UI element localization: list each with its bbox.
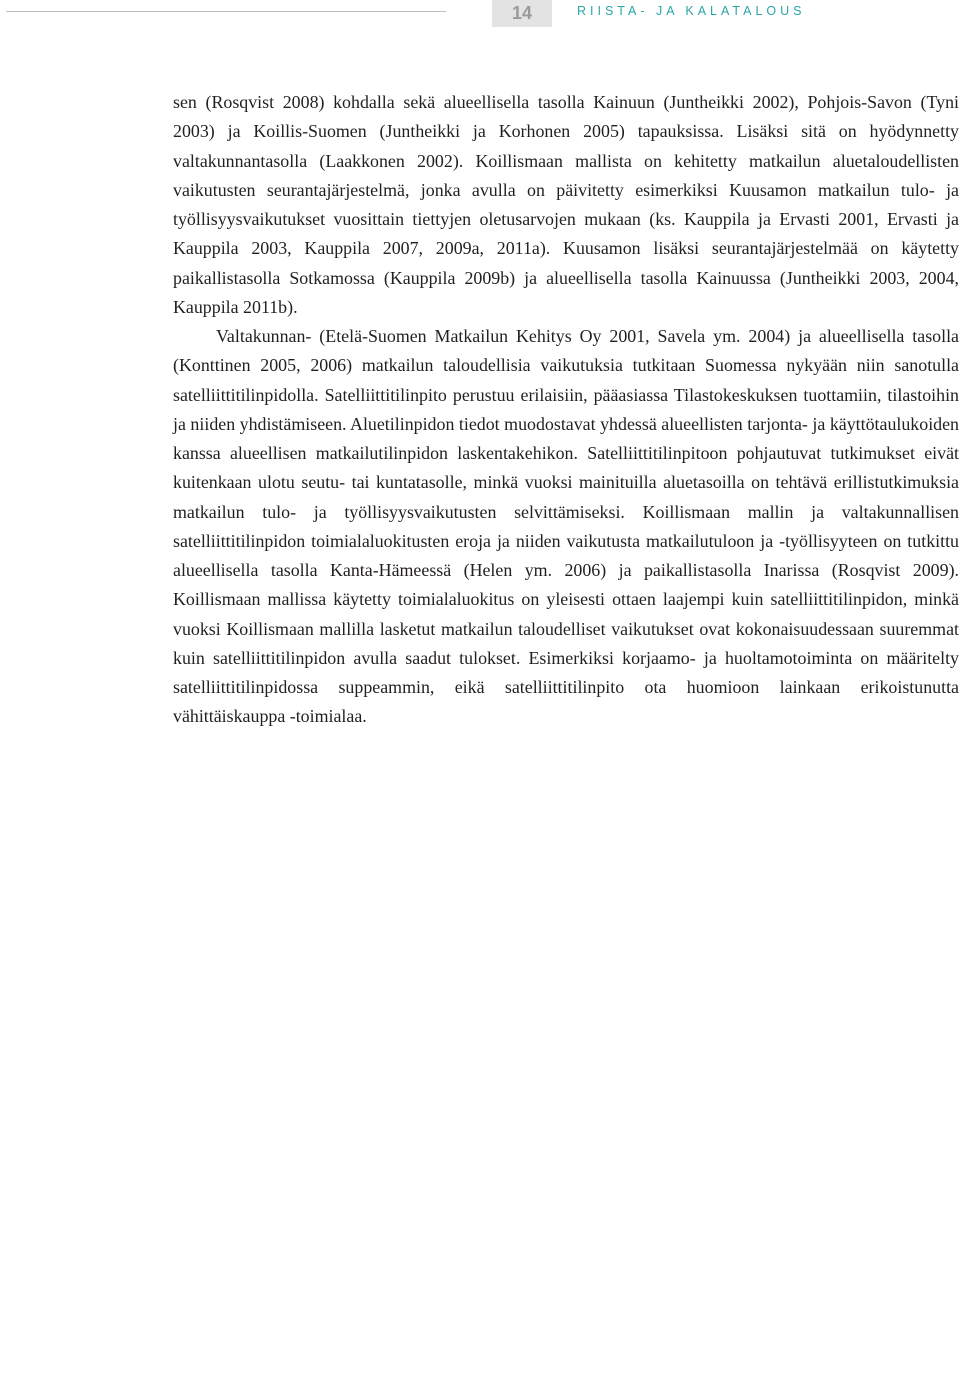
paragraph-1: sen (Rosqvist 2008) kohdalla sekä alueellisella tasolla Kainuun (Juntheikki 2002), Pohjois-Savon (Tyni 2003) ja Koillis-Suomen (Juntheikki ja Korhonen 2005) tapauksissa. Lisäksi sitä on hyödynnetty valtakunnantasolla (Laakkonen 2002). Koillismaan mallista on kehitetty matkailun aluetaloudellisten vaikutusten seurantajärjestelmä, jonka avulla on päivitetty esimerkiksi Kuusamon matkailun tulo- ja työllisyysvaikutukset vuosittain tiettyjen oletusarvojen mukaan (ks. Kauppila ja Ervasti 2001, Ervasti ja Kauppila 2003, Kauppila 2007, 2009a, 2011a). Kuusamon lisäksi seurantajärjestelmää on käytetty paikallistasolla Sotkamossa (Kauppila 2009b) ja alueellisella tasolla Kainuussa (Juntheikki 2003, 2004, Kauppila 2011b). xyxy=(173,92,959,317)
header-rule xyxy=(6,11,446,12)
section-title: RIISTA- JA KALATALOUS xyxy=(577,4,806,18)
page-number: 14 xyxy=(511,3,533,23)
body-text xyxy=(173,88,959,732)
paragraph-2: Valtakunnan- (Etelä-Suomen Matkailun Kehitys Oy 2001, Savela ym. 2004) ja alueellisella tasolla (Konttinen 2005, 2006) matkailun taloudellisia vaikutuksia tutkitaan Suomessa nykyään niin sanotulla satelliittitilinpidolla. Satelliittitilinpito perustuu erilaisiin, pääasiassa Tilastokeskuksen tuottamiin, tilastoihin ja niiden yhdistämiseen. Aluetilinpidon tiedot muodostavat yhdessä alueellisten tarjonta- ja käyttötaulukoiden kanssa alueellisen matkailutilinpidon laskentakehikon. Satelliittitilinpitoon pohjautuvat tutkimukset eivät kuitenkaan ulotu seutu- tai kuntatasolle, minkä vuoksi mainituilla aluetasoilla on tehtävä erillistutkimuksia matkailun tulo- ja työllisyysvaikutusten selvittämiseksi. Koillismaan mallin ja valtakunnallisen satelliittitilinpidon toimialaluokitusten eroja ja niiden vaikutusta matkailutuloon ja -työllisyyteen on tutkittu alueellisella tasolla Kanta-Hämeessä (Helen ym. 2006) ja paikallistasolla Inarissa (Rosqvist 2009). Koillismaan mallissa käytetty toimialaluokitus on yleisesti ottaen laajempi kuin satelliittitilinpidon, minkä vuoksi Koillismaan mallilla lasketut matkailun taloudelliset vaikutukset ovat kokonaisuudessaan suuremmat kuin satelliittitilinpidon avulla saadut tulokset. Esimerkiksi korjaamo- ja huoltamotoiminta on määritelty satelliittitilinpidossa suppeammin, eikä satelliittitilinpito ota huomioon lainkaan erikoistunutta vähittäiskauppa -toimialaa. xyxy=(173,326,959,727)
page-number-box xyxy=(492,0,552,27)
